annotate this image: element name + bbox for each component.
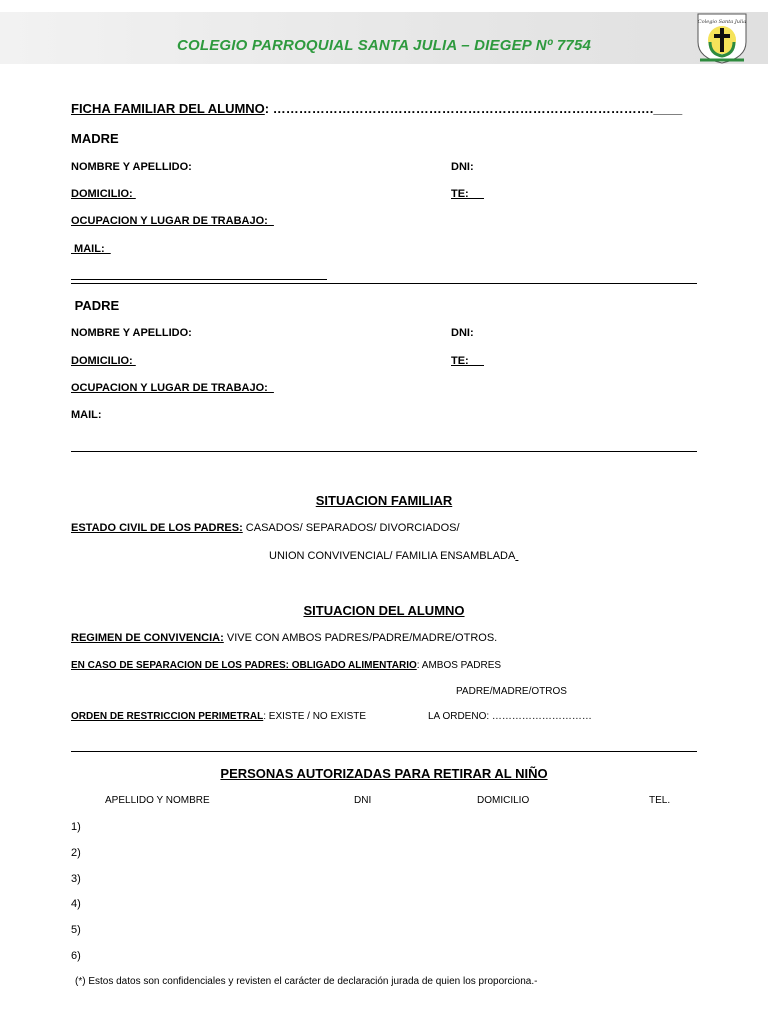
separacion-options-1[interactable]: : AMBOS PADRES — [416, 660, 502, 671]
col-apellido-nombre: APELLIDO Y NOMBRE — [105, 795, 210, 806]
autorizada-row[interactable]: 1) — [71, 821, 81, 833]
school-title: COLEGIO PARROQUIAL SANTA JULIA – DIEGEP Nº 7754 — [176, 37, 592, 54]
padre-dni-field[interactable]: DNI: — [451, 327, 474, 339]
autorizada-row[interactable]: 5) — [71, 924, 81, 936]
school-logo — [696, 12, 748, 64]
regimen-options[interactable]: VIVE CON AMBOS PADRES/PADRE/MADRE/OTROS. — [223, 632, 498, 644]
padre-ocupacion-field[interactable]: OCUPACION Y LUGAR DE TRABAJO: — [71, 382, 274, 394]
madre-ocupacion-field[interactable]: OCUPACION Y LUGAR DE TRABAJO: — [71, 215, 274, 227]
madre-domicilio-field[interactable]: DOMICILIO: — [71, 188, 136, 200]
separacion-line — [71, 660, 501, 671]
col-dni: DNI — [354, 795, 372, 806]
orden-line — [71, 711, 366, 722]
svg-text:Colegio Santa Julia: Colegio Santa Julia — [697, 19, 747, 25]
madre-divider — [71, 283, 697, 284]
padre-mail-field[interactable]: MAIL: — [71, 409, 102, 421]
estado-civil-blank — [515, 550, 518, 562]
madre-nombre-field[interactable]: NOMBRE Y APELLIDO: — [71, 161, 192, 173]
orden-ordeno-field[interactable]: LA ORDENO: ………………………… — [428, 711, 592, 722]
padre-domicilio-field[interactable]: DOMICILIO: — [71, 355, 136, 367]
orden-label: ORDEN DE RESTRICCION PERIMETRAL — [71, 711, 264, 722]
orden-options[interactable]: : EXISTE / NO EXISTE — [263, 711, 367, 722]
col-tel: TEL. — [649, 795, 671, 806]
regimen-label: REGIMEN DE CONVIVENCIA: — [71, 632, 224, 644]
autorizada-row[interactable]: 4) — [71, 898, 81, 910]
madre-mail-field[interactable]: MAIL: — [71, 243, 111, 255]
separacion-label: EN CASO DE SEPARACION DE LOS PADRES: OBLIGADO ALIMENTARIO — [71, 660, 417, 671]
ficha-familiar-line — [71, 101, 682, 116]
situacion-alumno-heading: SITUACION DEL ALUMNO — [303, 603, 465, 618]
separacion-options-2[interactable]: PADRE/MADRE/OTROS — [456, 686, 567, 697]
footnote: (*) Estos datos son confidenciales y revisten el carácter de declaración jurada de quien los proporciona.- — [75, 976, 538, 987]
estado-civil-options-2[interactable] — [269, 550, 518, 562]
estado-civil-options-2-text: UNION CONVIVENCIAL/ FAMILIA ENSAMBLADA — [269, 550, 516, 562]
madre-heading: MADRE — [71, 131, 119, 146]
autorizada-row[interactable]: 3) — [71, 873, 81, 885]
situacion-familiar-heading: SITUACION FAMILIAR — [315, 493, 453, 508]
estado-civil-label: ESTADO CIVIL DE LOS PADRES: — [71, 522, 243, 534]
padre-nombre-field[interactable]: NOMBRE Y APELLIDO: — [71, 327, 192, 339]
regimen-line — [71, 632, 497, 644]
autorizada-row[interactable]: 6) — [71, 950, 81, 962]
madre-te-field[interactable]: TE: — [451, 188, 484, 200]
estado-civil-options[interactable]: CASADOS/ SEPARADOS/ DIVORCIADOS/ — [242, 522, 460, 534]
ficha-fill-line[interactable]: : …………………………………………………………………………….____ — [264, 101, 683, 116]
autorizada-row[interactable]: 2) — [71, 847, 81, 859]
autorizadas-heading: PERSONAS AUTORIZADAS PARA RETIRAR AL NIÑO — [220, 766, 548, 781]
padre-heading: PADRE — [71, 298, 120, 313]
madre-underline — [71, 279, 327, 280]
padre-divider — [71, 451, 697, 452]
madre-dni-field[interactable]: DNI: — [451, 161, 474, 173]
ficha-label: FICHA FAMILIAR DEL ALUMNO — [71, 101, 265, 116]
padre-te-field[interactable]: TE: — [451, 355, 484, 367]
alumno-divider — [71, 751, 697, 752]
col-domicilio: DOMICILIO — [477, 795, 530, 806]
estado-civil-line — [71, 522, 460, 534]
